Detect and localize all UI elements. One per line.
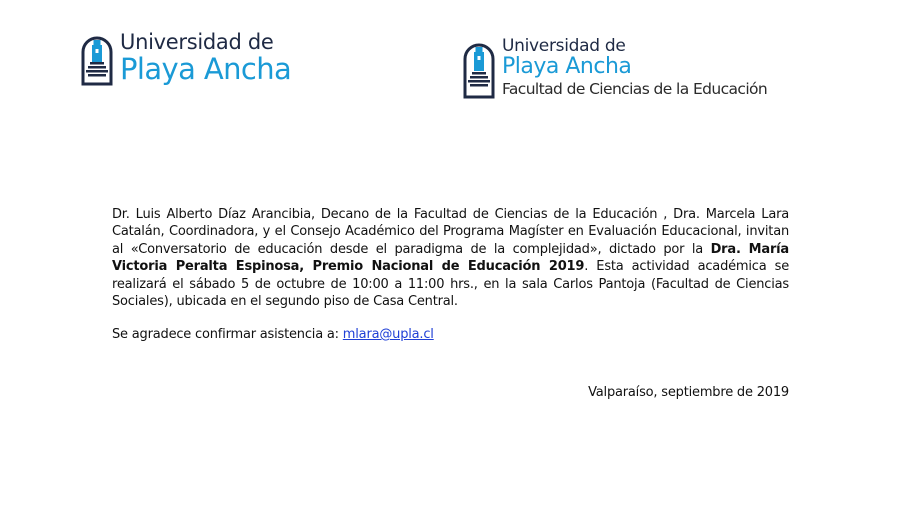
logo-university-name: Universidad de (120, 30, 274, 54)
rsvp-line (112, 326, 434, 343)
rsvp-email-link[interactable]: mlara@upla.cl (342, 327, 434, 342)
lighthouse-emblem-icon (80, 30, 114, 86)
logo-faculty-name: Facultad de Ciencias de la Educación (502, 80, 768, 99)
dateline: Valparaíso, septiembre de 2019 (588, 385, 789, 400)
invitation-paragraph (112, 206, 789, 310)
logo-university-name: Universidad de (502, 36, 626, 57)
university-logo (80, 30, 291, 86)
faculty-logo (462, 37, 767, 99)
rsvp-label: Se agradece confirmar asistencia a: (112, 327, 343, 342)
lighthouse-emblem-icon (462, 37, 496, 99)
logo-playa-ancha: Playa Ancha (502, 54, 632, 80)
invitation-speaker: Dra. María Victoria Peralta Espinosa, Premio Nacional de Educación 2019 (112, 241, 789, 275)
logo-playa-ancha: Playa Ancha (120, 52, 292, 86)
invitation-text-part2: . Esta actividad académica se realizará el sábado 5 de octubre de 10:00 a 11:00 hrs., en la sala Carlos Pantoja (Facultad de Ciencias Sociales), ubicada en el segundo piso de Casa Central. (112, 259, 789, 310)
invitation-text-part1: Dr. Luis Alberto Díaz Arancibia, Decano de la Facultad de Ciencias de la Educación , Dra. Marcela Lara Catalán, Coordinadora, y el Consejo Académico del Programa Magíster en Evaluación Educacional, invitan al «Conversatorio de educación desde el paradigma de la complejidad», dictado por la (112, 207, 789, 257)
